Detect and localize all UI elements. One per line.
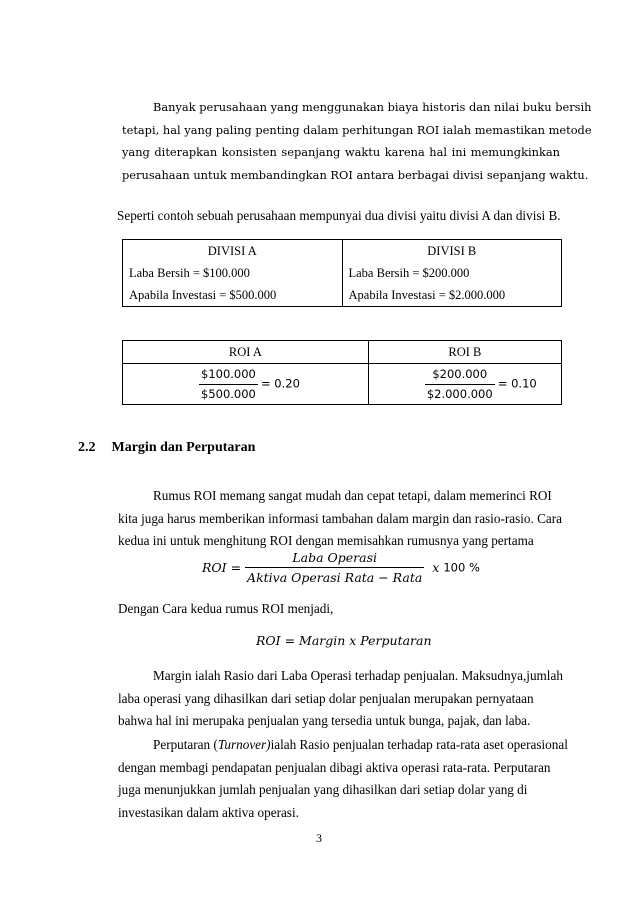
roi-margin-formula: ROI = Margin x Perputaran — [256, 633, 432, 648]
divisi-b-laba: Laba Bersih = $200.000 — [348, 266, 470, 280]
formula-intro: Dengan Cara kedua rumus ROI menjadi, — [118, 601, 334, 616]
paragraph-3-line: investasikan dalam aktiva operasi. — [118, 804, 299, 820]
paragraph-3-line: juga menunjukkan jumlah penjualan yang dihasilkan dari setiap dolar yang di — [118, 782, 528, 797]
divisi-a-cell — [123, 240, 343, 307]
roi-formula — [202, 550, 480, 585]
paragraph-1-line: kita juga harus memberikan informasi tambahan dalam margin dan rasio-rasio. Cara — [118, 510, 562, 526]
formula-times: x — [432, 560, 440, 575]
divisi-a-header: DIVISI A — [207, 244, 257, 258]
divisi-b-cell — [342, 240, 562, 307]
paragraph-2-line: laba operasi yang dihasilkan dari setiap dolar penjualan merupakan pernyataan — [118, 690, 534, 706]
paragraph-1-line: kedua ini untuk menghitung ROI dengan memisahkan rumusnya yang pertama — [118, 533, 534, 548]
paragraph-2 — [118, 665, 563, 733]
roi-a-denominator: $500.000 — [201, 386, 256, 401]
paragraph-2-line: bahwa hal ini merupaka penjualan yang tersedia untuk bunga, pajak, dan laba. — [118, 713, 531, 728]
roi-b-denominator: $2.000.000 — [426, 386, 493, 401]
roi-a-fraction — [199, 367, 258, 402]
paragraph-3-line: Perputaran (Turnover)ialah Rasio penjualan terhadap rata-rata aset operasional — [153, 737, 568, 752]
roi-b-header: ROI B — [368, 341, 561, 364]
divisi-a-laba: Laba Bersih = $100.000 — [129, 266, 250, 280]
roi-table — [122, 340, 562, 405]
intro-line: Banyak perusahaan yang menggunakan biaya historis dan nilai buku bersih — [153, 100, 592, 114]
formula-percent: 100 % — [443, 560, 480, 575]
roi-a-numerator: $100.000 — [199, 367, 258, 385]
roi-a-formula — [123, 364, 369, 405]
formula-numerator: Laba Operasi — [245, 550, 424, 568]
roi-a-header: ROI A — [123, 341, 369, 364]
roi-b-fraction — [425, 367, 495, 402]
intro-line: perusahaan untuk membandingkan ROI antara berbagai divisi sepanjang waktu. — [122, 167, 589, 182]
intro-paragraph — [122, 96, 592, 186]
example-sentence: Seperti contoh sebuah perusahaan mempunyai dua divisi yaitu divisi A dan divisi B. — [117, 208, 561, 223]
divisi-b-header: DIVISI B — [427, 244, 477, 258]
turnover-term: Turnover) — [217, 737, 271, 752]
roi-b-result: = 0.10 — [497, 375, 537, 390]
formula-denominator: Aktiva Operasi Rata − Rata — [247, 570, 423, 585]
formula-fraction — [245, 550, 424, 585]
paragraph-2-line: Margin ialah Rasio dari Laba Operasi terhadap penjualan. Maksudnya,jumlah — [153, 668, 563, 683]
section-title: Margin dan Perputaran — [111, 440, 256, 455]
divisi-a-investasi: Apabila Investasi = $500.000 — [129, 288, 277, 302]
intro-line: tetapi, hal yang paling penting dalam perhitungan ROI ialah memastikan metode — [122, 122, 592, 137]
page-number: 3 — [316, 831, 322, 845]
paragraph-3-line: dengan membagi pendapatan penjualan dibagi aktiva operasi rata-rata. Perputaran — [118, 759, 551, 775]
paragraph-3 — [118, 734, 568, 824]
roi-b-formula — [368, 364, 561, 405]
roi-a-result: = 0.20 — [261, 375, 300, 390]
divisi-b-investasi: Apabila Investasi = $2.000.000 — [348, 288, 506, 302]
section-number: 2.2 — [78, 440, 96, 455]
divisi-table — [122, 239, 562, 307]
paragraph-1-line: Rumus ROI memang sangat mudah dan cepat tetapi, dalam memerinci ROI — [153, 488, 552, 503]
intro-line: yang diterapkan konsisten sepanjang waktu karena hal ini memungkinkan — [122, 145, 560, 159]
section-heading — [78, 440, 255, 456]
roi-b-numerator: $200.000 — [425, 367, 495, 385]
formula-lhs: ROI = — [202, 560, 242, 575]
paragraph-1 — [118, 485, 562, 553]
